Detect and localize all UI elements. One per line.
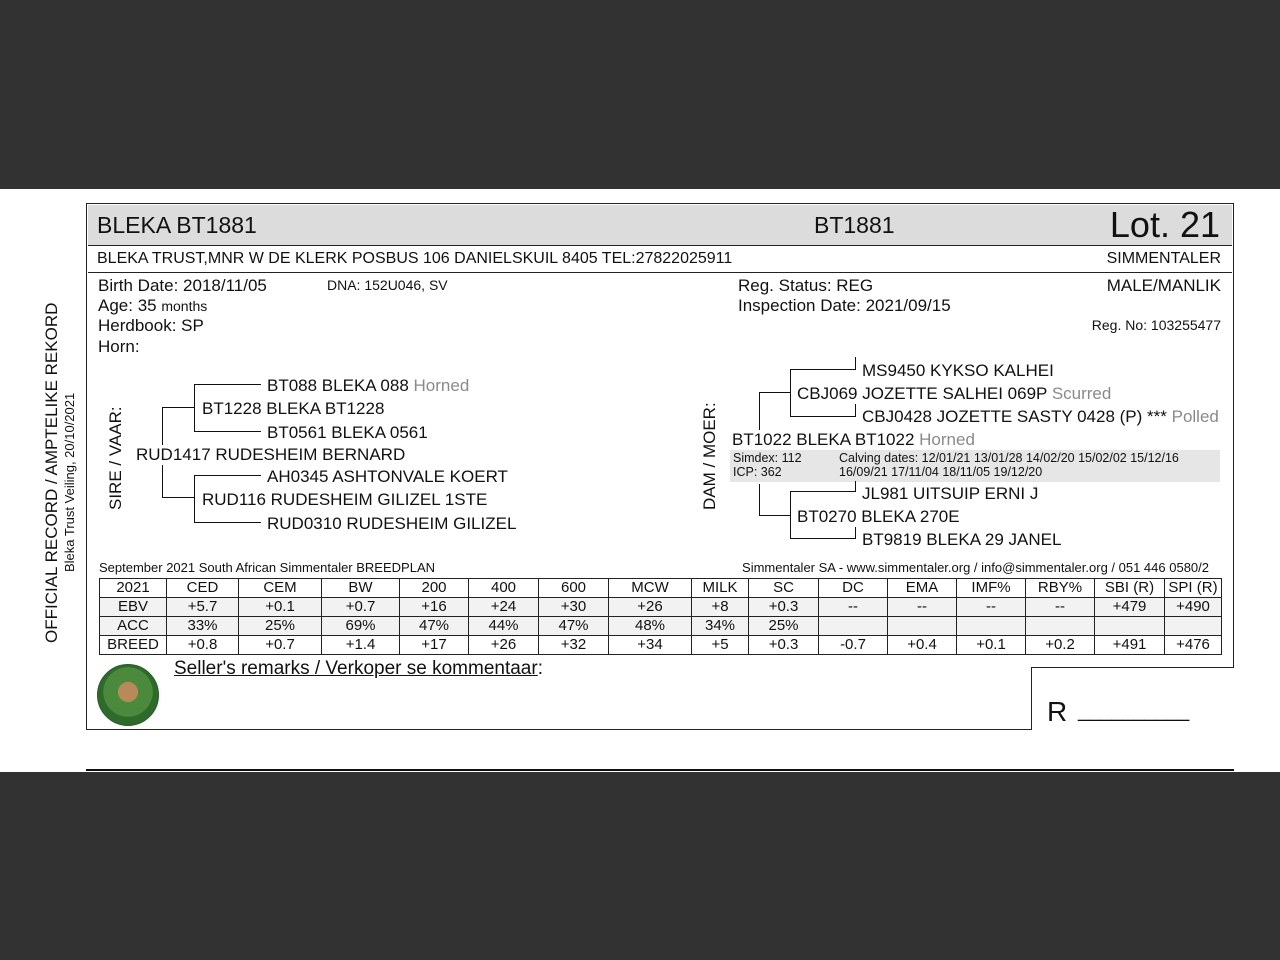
dam-connector [759, 484, 760, 516]
ebv-cell: +1.4 [322, 636, 400, 655]
ebv-cell: -- [957, 598, 1026, 617]
ebv-header-row [100, 579, 1222, 598]
calving-dates: Calving dates: 12/01/21 13/01/28 14/02/20 15/02/02 15/12/16 [839, 451, 1179, 465]
ebv-header-cell: MCW [609, 579, 692, 598]
ebv-cell [1026, 617, 1095, 636]
inspection-date: Inspection Date: 2021/09/15 [738, 296, 951, 315]
sire-connector [162, 497, 195, 498]
icp: ICP: 362 [733, 465, 782, 479]
title-bar [88, 205, 1232, 246]
sire-dam-sire: AH0345 ASHTONVALE KOERT [267, 467, 508, 486]
ebv-cell: -- [819, 598, 888, 617]
price-blank[interactable]: __________ [1078, 700, 1190, 722]
ebv-cell: ACC [100, 617, 167, 636]
auction-label: Bleka Trust Veiling, 20/10/2021 [62, 392, 77, 572]
dam-connector [759, 392, 791, 393]
ebv-cell: +30 [539, 598, 609, 617]
dam-connector [790, 491, 856, 492]
ebv-cell: EBV [100, 598, 167, 617]
dam-connector [855, 481, 856, 492]
ebv-row [100, 598, 1222, 617]
ebv-cell: +0.2 [1026, 636, 1095, 655]
ebv-cell: 34% [692, 617, 749, 636]
dam-dam: BT0270 BLEKA 270E [797, 507, 960, 526]
ebv-cell: 48% [609, 617, 692, 636]
breedplan-note: September 2021 South African Simmentaler BREEDPLAN [99, 560, 436, 575]
ebv-cell: +476 [1165, 636, 1222, 655]
owner-address: BLEKA TRUST,MNR W DE KLERK POSBUS 106 DANIELSKUIL 8405 TEL:27822025911 [97, 250, 733, 267]
sex: MALE/MANLIK [1106, 276, 1221, 295]
sire-connector [194, 384, 195, 432]
sire-connector [194, 431, 261, 432]
ebv-cell: +26 [469, 636, 539, 655]
dam-connector [855, 357, 856, 370]
reg-status: Reg. Status: REG [738, 276, 874, 295]
ebv-cell: 33% [167, 617, 239, 636]
calving-dates-cont: 16/09/21 17/11/04 18/11/05 19/12/20 [839, 465, 1043, 479]
ebv-cell: -- [888, 598, 957, 617]
dam-connector [855, 404, 856, 417]
dam-name: BT1022 BLEKA BT1022 Horned [732, 430, 975, 449]
animal-id: BT1881 [814, 212, 895, 238]
dam-sire-sire: MS9450 KYKSO KALHEI [862, 361, 1054, 380]
ebv-cell: +8 [692, 598, 749, 617]
dam-connector [790, 538, 856, 539]
horn-badge: Scurred [1051, 384, 1112, 403]
breed-name: SIMMENTALER [1106, 250, 1221, 267]
ebv-cell: +17 [400, 636, 469, 655]
sire-label: SIRE / VAAR: [106, 406, 125, 510]
ebv-cell [1165, 617, 1222, 636]
dam-connector [790, 491, 791, 539]
ebv-header-cell: 2021 [100, 579, 167, 598]
sire-sire-sire: BT088 BLEKA 088 Horned [267, 376, 470, 395]
ebv-cell: +0.8 [167, 636, 239, 655]
dam-dam-sire: JL981 UITSUIP ERNI J [862, 484, 1039, 503]
ebv-cell: 69% [322, 617, 400, 636]
ebv-header-cell: CEM [239, 579, 322, 598]
dna-info: DNA: 152U046, SV [327, 277, 448, 293]
ebv-cell: 47% [400, 617, 469, 636]
price-label: R [1047, 696, 1068, 727]
animal-name: BLEKA BT1881 [97, 212, 257, 238]
ebv-cell: +0.3 [749, 636, 819, 655]
sire-dam: RUD116 RUDESHEIM GILIZEL 1STE [202, 490, 488, 509]
official-record-label: OFFICIAL RECORD / AMPTELIKE REKORD [42, 302, 61, 643]
sire-sire-dam: BT0561 BLEKA 0561 [267, 423, 428, 442]
ebv-cell: +16 [400, 598, 469, 617]
breed-row [100, 636, 1222, 655]
ebv-header-cell: 600 [539, 579, 609, 598]
sire-name: RUD1417 RUDESHEIM BERNARD [136, 445, 406, 464]
ebv-cell: +5 [692, 636, 749, 655]
dam-connector [855, 526, 856, 539]
horn-status: Horn: [98, 337, 140, 356]
ebv-header-cell: BW [322, 579, 400, 598]
sire-connector [194, 475, 195, 523]
dam-label: DAM / MOER: [700, 402, 719, 510]
sire-connector [162, 407, 195, 408]
dam-connector [790, 416, 856, 417]
ebv-header-cell: CED [167, 579, 239, 598]
ebv-cell: +491 [1095, 636, 1165, 655]
ebv-header-cell: MILK [692, 579, 749, 598]
simmentaler-sa-logo-icon [97, 664, 159, 726]
ebv-header-cell: SC [749, 579, 819, 598]
ebv-cell: +32 [539, 636, 609, 655]
reg-number: Reg. No: 103255477 [1091, 317, 1221, 333]
dam-connector [790, 369, 856, 370]
ebv-cell: +5.7 [167, 598, 239, 617]
sellers-remarks: Seller's remarks / Verkoper se kommentaar: [174, 658, 543, 679]
ebv-cell: +24 [469, 598, 539, 617]
ebv-cell: 25% [749, 617, 819, 636]
ebv-header-cell: SPI (R) [1165, 579, 1222, 598]
ebv-header-cell: 200 [400, 579, 469, 598]
ebv-cell [1095, 617, 1165, 636]
sire-connector [162, 465, 163, 498]
dam-connector [790, 369, 791, 417]
ebv-cell: 47% [539, 617, 609, 636]
ebv-cell: -0.7 [819, 636, 888, 655]
ebv-header-cell: DC [819, 579, 888, 598]
herdbook: Herdbook: SP [98, 316, 204, 335]
dam-connector [759, 392, 760, 430]
ebv-header-cell: IMF% [957, 579, 1026, 598]
ebv-header-cell: SBI (R) [1095, 579, 1165, 598]
bottom-rule [86, 769, 1234, 771]
sire-connector [194, 384, 261, 385]
ebv-header-cell: 400 [469, 579, 539, 598]
sire-connector [194, 522, 261, 523]
lot-number: Lot. 21 [1109, 204, 1220, 245]
ebv-cell: 25% [239, 617, 322, 636]
ebv-cell: +479 [1095, 598, 1165, 617]
ebv-header-cell: EMA [888, 579, 957, 598]
sire-connector [194, 475, 261, 476]
ebv-cell: +0.7 [239, 636, 322, 655]
sire-dam-dam: RUD0310 RUDESHEIM GILIZEL [267, 514, 517, 533]
ebv-table [99, 578, 1222, 655]
acc-row [100, 617, 1222, 636]
ebv-cell: +26 [609, 598, 692, 617]
dam-sire-dam: CBJ0428 JOZETTE SASTY 0428 (P) *** Polled [862, 407, 1219, 426]
ebv-cell [957, 617, 1026, 636]
ebv-header-cell: RBY% [1026, 579, 1095, 598]
ebv-cell: BREED [100, 636, 167, 655]
dam-dam-dam: BT9819 BLEKA 29 JANEL [862, 530, 1062, 549]
ebv-cell: +0.7 [322, 598, 400, 617]
simdex: Simdex: 112 [733, 451, 802, 465]
ebv-cell: +0.3 [749, 598, 819, 617]
horn-badge: Horned [413, 376, 470, 395]
ebv-cell [888, 617, 957, 636]
horn-badge: Horned [919, 430, 975, 449]
ebv-cell: +0.1 [239, 598, 322, 617]
contact-note: Simmentaler SA - www.simmentaler.org / info@simmentaler.org / 051 446 0580/2 [742, 560, 1209, 575]
ebv-cell [819, 617, 888, 636]
horn-badge: Polled [1171, 407, 1219, 426]
ebv-cell: -- [1026, 598, 1095, 617]
ebv-cell: 44% [469, 617, 539, 636]
birth-date: Birth Date: 2018/11/05 [98, 276, 267, 295]
ebv-cell: +34 [609, 636, 692, 655]
ebv-cell: +490 [1165, 598, 1222, 617]
ebv-cell: +0.4 [888, 636, 957, 655]
dam-sire: CBJ069 JOZETTE SALHEI 069P Scurred [797, 384, 1112, 403]
sire-sire: BT1228 BLEKA BT1228 [202, 399, 385, 418]
age-unit: months [161, 298, 208, 314]
age: Age: 35 months [98, 296, 208, 315]
ebv-cell: +0.1 [957, 636, 1026, 655]
dam-connector [759, 515, 791, 516]
